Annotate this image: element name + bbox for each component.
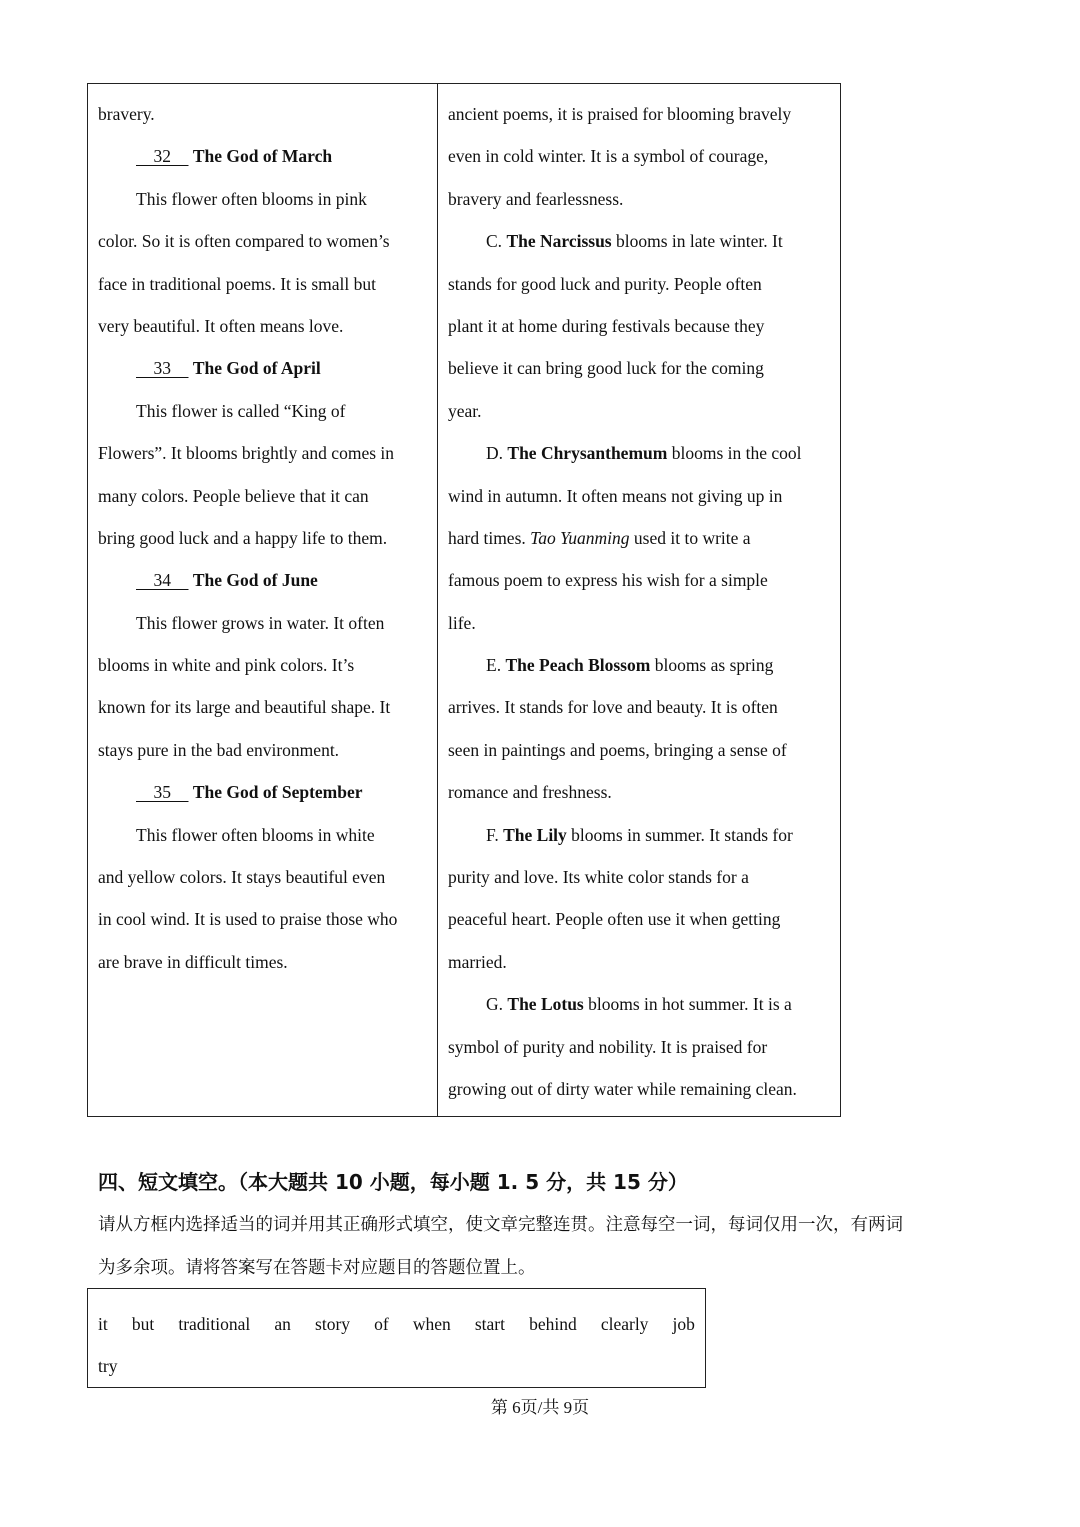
option-d-heading: D. The Chrysanthemum blooms in the cool [486,443,802,464]
text-line: year. [448,400,482,421]
text-line: This flower grows in water. It often [136,612,385,633]
answer-blank-35[interactable]: 35 [153,782,171,803]
item-34-heading: 34 The God of June [98,559,427,601]
option-g-heading: G. The Lotus blooms in hot summer. It is a [486,994,792,1015]
text-line: stands for good luck and purity. People often [448,273,762,294]
text-line: very beautiful. It often means love. [98,315,344,336]
text-line: Flowers”. It blooms brightly and comes in [98,443,395,464]
text-line: blooms in white and pink colors. It’s [98,655,355,676]
left-column [88,84,438,1116]
item-35-heading: 35 The God of September [98,771,427,813]
text-line: famous poem to express his wish for a simple [448,570,768,591]
text-line: and yellow colors. It stays beautiful even [98,867,386,888]
option-c-heading: C. The Narcissus blooms in late winter. It [486,231,783,252]
word-bank-item: try [98,1356,118,1376]
answer-blank-32[interactable]: 32 [153,146,171,167]
text-line: This flower often blooms in pink [136,188,367,209]
instruction-line-1: 请从方框内选择适当的词并用其正确形式填空，使文章完整连贯。注意每空一词，每词仅用一次，有两词 [98,1215,903,1235]
text-line: known for its large and beautiful shape. It [98,697,391,718]
word-bank-item: job [672,1314,695,1334]
word-bank-item: when [412,1314,451,1334]
text-line: believe it can bring good luck for the coming [448,358,764,379]
section-title: 四、短文填空。（本大题共 10 小题，每小题 1. 5 分，共 15 分） [98,1170,688,1194]
right-column [438,84,840,1116]
text-line: color. So it is often compared to women’s [98,231,390,252]
text-line: bravery and fearlessness. [448,188,624,209]
text-line: purity and love. Its white color stands for a [448,867,749,888]
word-bank-row [98,1345,695,1387]
option-f-heading: F. The Lily blooms in summer. It stands for [486,824,793,845]
word-bank-item: an [274,1314,291,1334]
text-line: plant it at home during festivals because they [448,315,765,336]
matching-table [87,83,841,1117]
word-bank-item: story [315,1314,351,1334]
text-line: seen in paintings and poems, bringing a sense of [448,739,787,760]
text-line: married. [448,951,507,972]
answer-blank-34[interactable]: 34 [153,570,171,591]
text-line: This flower often blooms in white [136,824,375,845]
word-bank-item: but [131,1314,155,1334]
item-33-heading: 33 The God of April [98,347,427,389]
word-bank [87,1288,706,1388]
text-line: bravery. [98,104,155,124]
text-line: romance and freshness. [448,782,612,803]
text-line: even in cold winter. It is a symbol of courage, [448,146,769,167]
option-e-heading: E. The Peach Blossom blooms as spring [486,655,774,676]
text-line: peaceful heart. People often use it when getting [448,909,781,930]
text-line: growing out of dirty water while remaining clean. [448,1078,797,1099]
item-32-heading: 32 The God of March [98,135,427,177]
word-bank-row [98,1303,695,1345]
word-bank-item: traditional [178,1314,251,1334]
text-line: many colors. People believe that it can [98,485,369,506]
text-line: are brave in difficult times. [98,951,288,972]
answer-blank-33[interactable]: 33 [153,358,171,379]
word-bank-item: clearly [600,1314,649,1334]
page-number: 第 6页/共 9页 [490,1398,590,1417]
text-line: face in traditional poems. It is small but [98,273,376,294]
text-line: This flower is called “King of [136,400,346,421]
word-bank-item: of [374,1314,389,1334]
text-line: stays pure in the bad environment. [98,739,340,760]
word-bank-item: start [474,1314,505,1334]
text-line: ancient poems, it is praised for blooming bravely [448,104,792,124]
text-line: arrives. It stands for love and beauty. It is often [448,697,778,718]
text-line: hard times. Tao Yuanming used it to write a [448,527,751,548]
text-line: in cool wind. It is used to praise those who [98,909,398,930]
text-line: symbol of purity and nobility. It is praised for [448,1036,768,1057]
text-line: wind in autumn. It often means not giving up in [448,485,783,506]
word-bank-item: it [98,1314,108,1334]
text-line: life. [448,612,476,633]
text-line: bring good luck and a happy life to them. [98,527,388,548]
word-bank-item: behind [529,1314,577,1334]
instruction-line-2: 为多余项。请将答案写在答题卡对应题目的答题位置上。 [98,1258,536,1278]
